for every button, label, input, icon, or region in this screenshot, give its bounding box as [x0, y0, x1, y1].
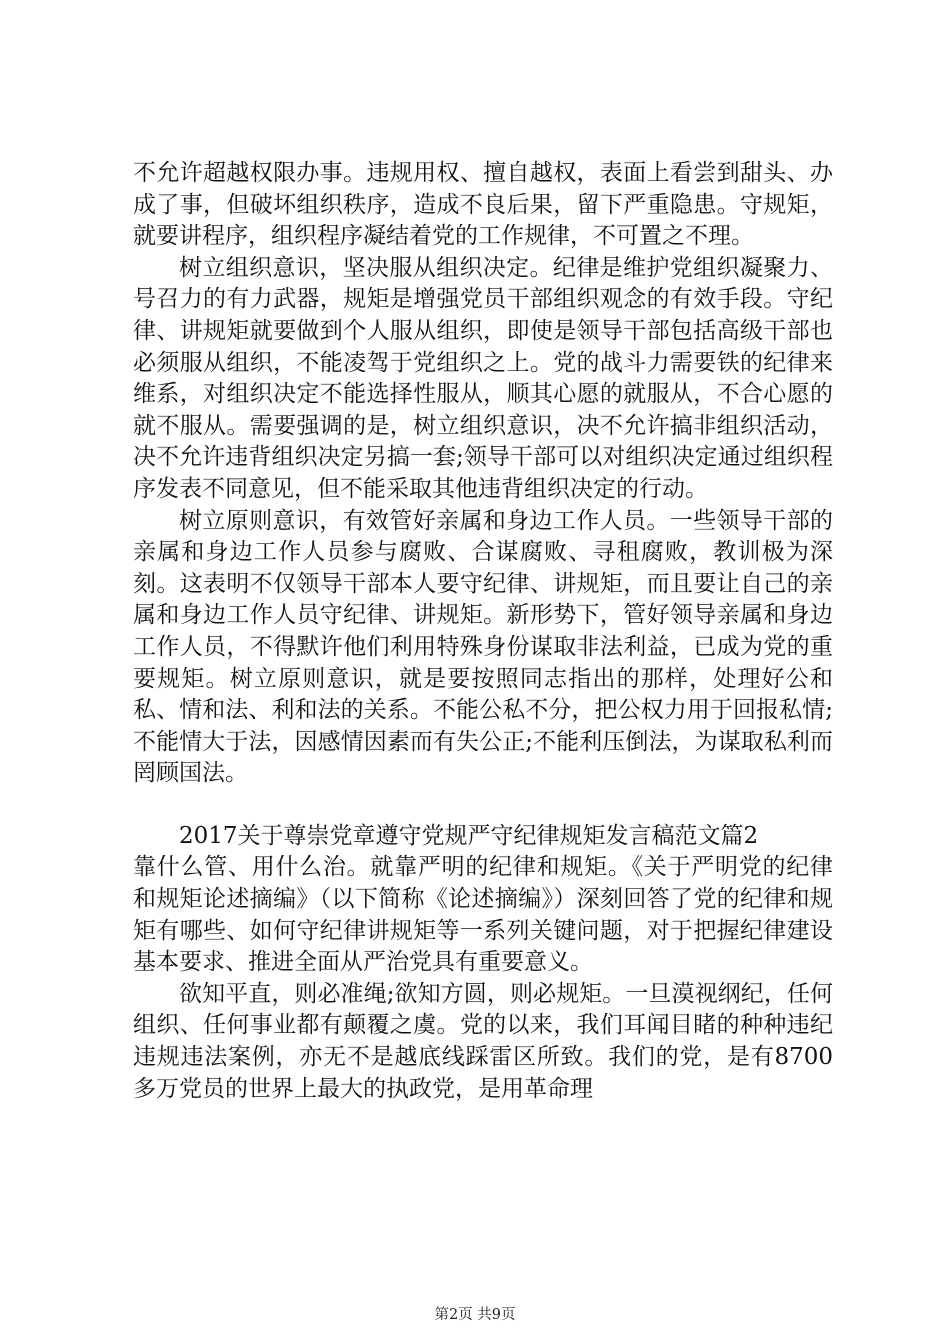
section-heading: 2017关于尊崇党章遵守党规严守纪律规矩发言稿范文篇2 [179, 822, 759, 849]
paragraph: 树立组织意识，坚决服从组织决定。纪律是维护党组织凝聚力、号召力的有力武器，规矩是增强党员干部组织观念的有效手段。守纪律、讲规矩就要做到个人服从组织，即使是领导干部包括高级干部也必须服从组织，不能凌驾于党组织之上。党的战斗力需要铁的纪律来维系，对组织决定不能选择性服从，顺其心愿的就服从，不合心愿的就不服从。需要强调的是，树立组织意识，决不允许搞非组织活动，决不允许违背组织决定另搞一套;领导干部可以对组织决定通过组织程序发表不同意见，但不能采取其他违背组织决定的行动。 [133, 254, 833, 502]
paragraph: 欲知平直，则必准绳;欲知方圆，则必规矩。一旦漠视纲纪，任何组织、任何事业都有颠覆之虞。党的以来，我们耳闻目睹的种种违纪违规违法案例，亦无不是越底线踩雷区所致。我们的党，是有8700多万党员的世界上最大的执政党，是用革命理 [133, 980, 833, 1102]
document-body [133, 158, 833, 1105]
paragraph: 不允许超越权限办事。违规用权、擅自越权，表面上看尝到甜头、办成了事，但破坏组织秩序，造成不良后果，留下严重隐患。守规矩，就要讲程序，组织程序凝结着党的工作规律，不可置之不理。 [133, 160, 833, 250]
paragraph-spacer [133, 790, 833, 821]
paragraph: 树立原则意识，有效管好亲属和身边工作人员。一些领导干部的亲属和身边工作人员参与腐败、合谋腐败、寻租腐败，教训极为深刻。这表明不仅领导干部本人要守纪律、讲规矩，而且要让自己的亲属和身边工作人员守纪律、讲规矩。新形势下，管好领导亲属和身边工作人员，不得默许他们利用特殊身份谋取非法利益，已成为党的重要规矩。树立原则意识，就是要按照同志指出的那样，处理好公和私、情和法、利和法的关系。不能公私不分，把公权力用于回报私情;不能情大于法，因感情因素而有失公正;不能利压倒法，为谋取私利而罔顾国法。 [133, 507, 833, 787]
paragraph: 靠什么管、用什么治。就靠严明的纪律和规矩。《关于严明党的纪律和规矩论述摘编》（以下简称《论述摘编》）深刻回答了党的纪律和规矩有哪些、如何守纪律讲规矩等一系列关键问题，对于把握纪律建设基本要求、推进全面从严治党具有重要意义。 [133, 854, 833, 976]
page-number-footer: 第2页 共9页 [434, 1307, 516, 1323]
